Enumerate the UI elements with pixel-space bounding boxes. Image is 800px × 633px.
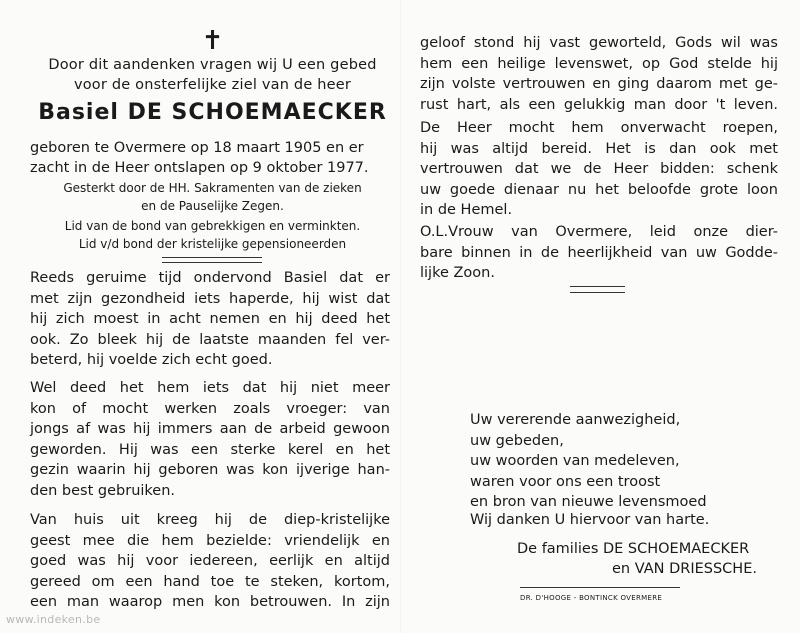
watermark: www.indeken.be — [6, 613, 101, 626]
text-line: in de Hemel. — [420, 202, 513, 218]
left-paragraph — [30, 378, 390, 501]
right-paragraph — [420, 33, 778, 115]
intro-line-1: Door dit aandenken vragen wij U een gebed — [48, 57, 377, 73]
family-line-2: en VAN DRIESSCHE. — [612, 561, 757, 577]
ornament-rule-bottom — [570, 292, 625, 293]
text-line: uw goede dienaar nu het beloofde grote loon — [420, 181, 778, 198]
cross-icon: ✝ — [201, 26, 224, 56]
text-line: beterd, hij voelde zich echt goed. — [30, 352, 273, 368]
text-line: geloof stond hij vast geworteld, Gods wil was — [420, 35, 778, 51]
deceased-name: Basiel DE SCHOEMAECKER — [38, 100, 387, 125]
text-line: Reeds geruime tijd ondervond Basiel dat er — [30, 270, 390, 286]
right-paragraph — [420, 118, 778, 221]
left-paragraph — [30, 510, 390, 613]
ornament-rule-bottom — [162, 262, 262, 263]
text-line: zijn volste vertrouwen en ging daarom met ge- — [420, 76, 778, 92]
text-line: hij was altijd bereid. Het is dan ook met — [420, 140, 778, 157]
text-line: ook. Zo bleek hij de laatste maanden fel ver- — [30, 331, 390, 348]
ornament-rule-top — [162, 257, 262, 258]
poem-line: Uw vererende aanwezigheid, — [470, 412, 681, 428]
membership-line-2: Lid v/d bond der kristelijke gepensioneerden — [78, 237, 347, 251]
text-line: rust hart, als een gelukkig man door 't leven. — [420, 96, 778, 113]
printer-credit: DR. D'HOOGE - BONTINCK OVERMERE — [520, 594, 663, 602]
text-line: vertrouwen dat we de Heer bidden: schenk — [420, 161, 778, 177]
sacraments-line-1: Gesterkt door de HH. Sakramenten van de zieken — [63, 181, 362, 195]
text-line: een man waarop men kon betrouwen. In zijn — [30, 594, 390, 610]
text-line: jongs af was hij immers aan de arbeid gewoon — [30, 421, 390, 437]
left-paragraph — [30, 268, 390, 371]
text-line: bare binnen in de heerlijkheid van uw Godde- — [420, 244, 778, 261]
birth-line: geboren te Overmere op 18 maart 1905 en er — [30, 140, 364, 156]
text-line: geworden. Hij was een sterke kerel en het — [30, 441, 390, 458]
text-line: hem een heilige levenswet, op God stelde hij — [420, 55, 778, 72]
intro-line-2: voor de onsterfelijke ziel van de heer — [73, 77, 352, 93]
text-line: gereed om een hand toe te steken, kortom, — [30, 573, 390, 590]
printer-rule — [520, 587, 680, 588]
text-line: hij zich moest in acht nemen en hij deed het — [30, 311, 390, 327]
poem-line: waren voor ons een troost — [470, 473, 661, 490]
thanks-poem — [470, 410, 707, 513]
text-line: De Heer mocht hem onverwacht roepen, — [420, 120, 778, 136]
text-line: lijke Zoon. — [420, 265, 495, 281]
text-line: den best gebruiken. — [30, 482, 176, 499]
text-line: goed was hij voor iedereen, eerlijk en altijd — [30, 553, 390, 569]
text-line: kon of mocht werken zoals vroeger: van — [30, 400, 390, 417]
text-line: Van huis uit kreeg hij de diep-kristelijke — [30, 512, 390, 528]
poem-line: en bron van nieuwe levensmoed — [470, 494, 707, 510]
death-line: zacht in de Heer ontslapen op 9 oktober 1977. — [30, 160, 369, 176]
thanks-line: Wij danken U hiervoor van harte. — [470, 512, 710, 528]
text-line: geest mee die hem bezielde: vriendelijk en — [30, 532, 390, 549]
ornament-rule-top — [570, 286, 625, 287]
family-line-1: De families DE SCHOEMAECKER — [517, 541, 750, 557]
right-paragraph — [420, 222, 778, 284]
text-line: met zijn gezondheid iets haperde, hij wist dat — [30, 290, 390, 307]
poem-line: uw woorden van medeleven, — [470, 453, 680, 469]
fold-divider — [400, 0, 401, 633]
text-line: O.L.Vrouw van Overmere, leid onze dier- — [420, 224, 778, 240]
membership-line-1: Lid van de bond van gebrekkigen en verminkten. — [64, 219, 361, 233]
sacraments-line-2: en de Pauselijke Zegen. — [141, 199, 284, 213]
text-line: gezin waarin hij geboren was kon ijverige han- — [30, 462, 390, 478]
poem-line: uw gebeden, — [470, 432, 564, 449]
text-line: Wel deed het hem iets dat hij niet meer — [30, 380, 390, 396]
